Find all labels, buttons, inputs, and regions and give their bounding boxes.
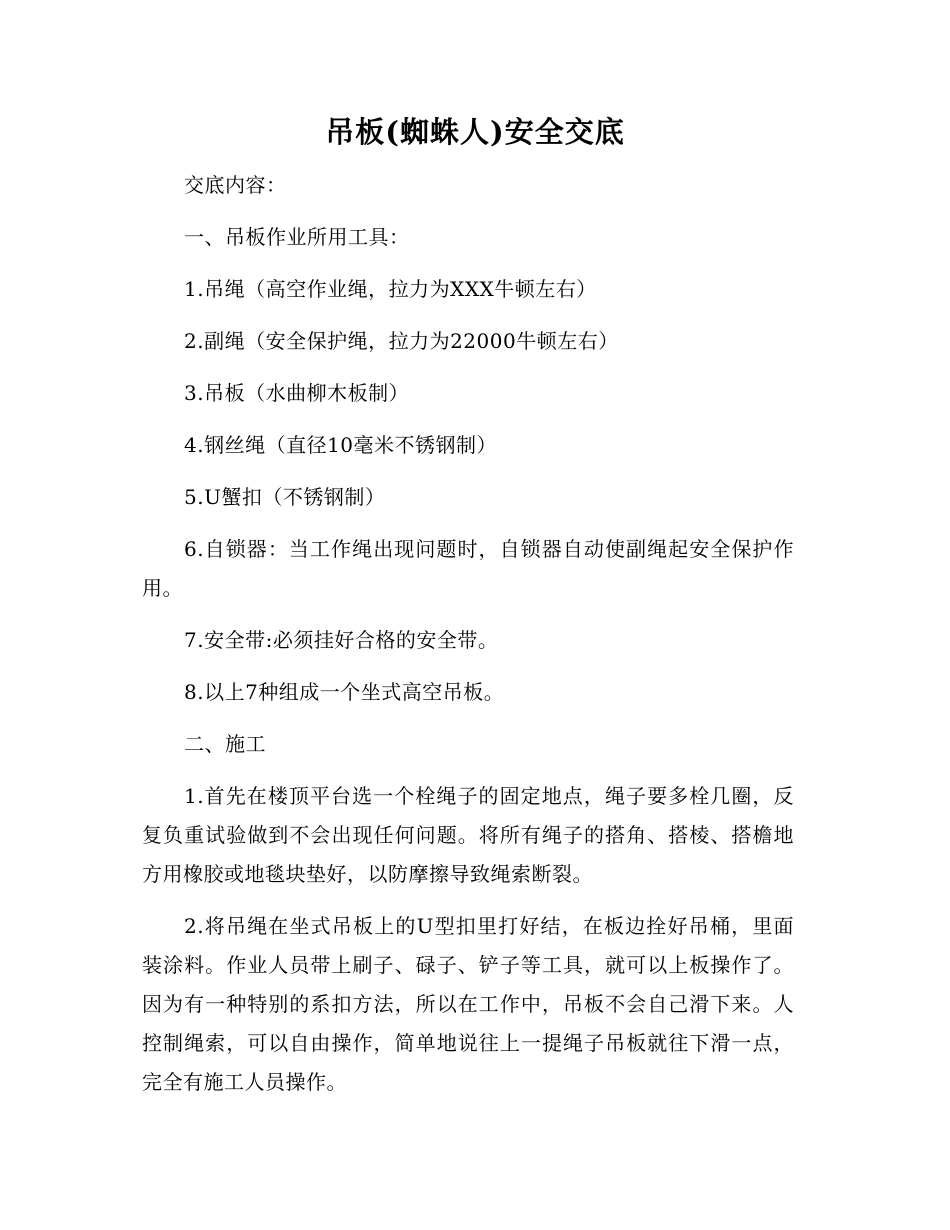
list-item-tool-2: 2.副绳（安全保护绳，拉力为22000牛顿左右） <box>184 329 619 353</box>
document-body <box>142 166 794 1102</box>
section-heading-construction: 二、施工 <box>184 732 266 756</box>
list-item-tool-4: 4.钢丝绳（直径10毫米不锈钢制） <box>184 433 498 457</box>
section-heading-tools: 一、吊板作业所用工具： <box>184 225 410 249</box>
document-title: 吊板(蜘蛛人)安全交底 <box>325 115 625 149</box>
list-item-tool-8: 8.以上7种组成一个坐式高空吊板。 <box>184 680 505 704</box>
list-item-tool-6: 6.自锁器：当工作绳出现问题时，自锁器自动使副绳起安全保护作用。 <box>142 537 794 600</box>
list-item-tool-7: 7.安全带:必须挂好合格的安全带。 <box>184 628 499 652</box>
list-item-construction-1: 1.首先在楼顶平台选一个栓绳子的固定地点，绳子要多栓几圈，反复负重试验做到不会出现任何问题。将所有绳子的搭角、搭棱、搭檐地方用橡胶或地毯块垫好，以防摩擦导致绳索断裂。 <box>142 784 794 886</box>
list-item-tool-1: 1.吊绳（高空作业绳，拉力为XXX牛顿左右） <box>184 277 597 301</box>
list-item-tool-5: 5.U蟹扣（不锈钢制） <box>184 485 386 509</box>
paragraph-intro: 交底内容： <box>184 173 287 197</box>
list-item-construction-2: 2.将吊绳在坐式吊板上的U型扣里打好结，在板边拴好吊桶，里面装涂料。作业人员带上刷子、碌子、铲子等工具，就可以上板操作了。因为有一种特别的系扣方法，所以在工作中，吊板不会自己滑下来。人控制绳索，可以自由操作，简单地说往上一提绳子吊板就往下滑一点，完全有施工人员操作。 <box>142 914 794 1094</box>
list-item-tool-3: 3.吊板（水曲柳木板制） <box>184 381 410 405</box>
